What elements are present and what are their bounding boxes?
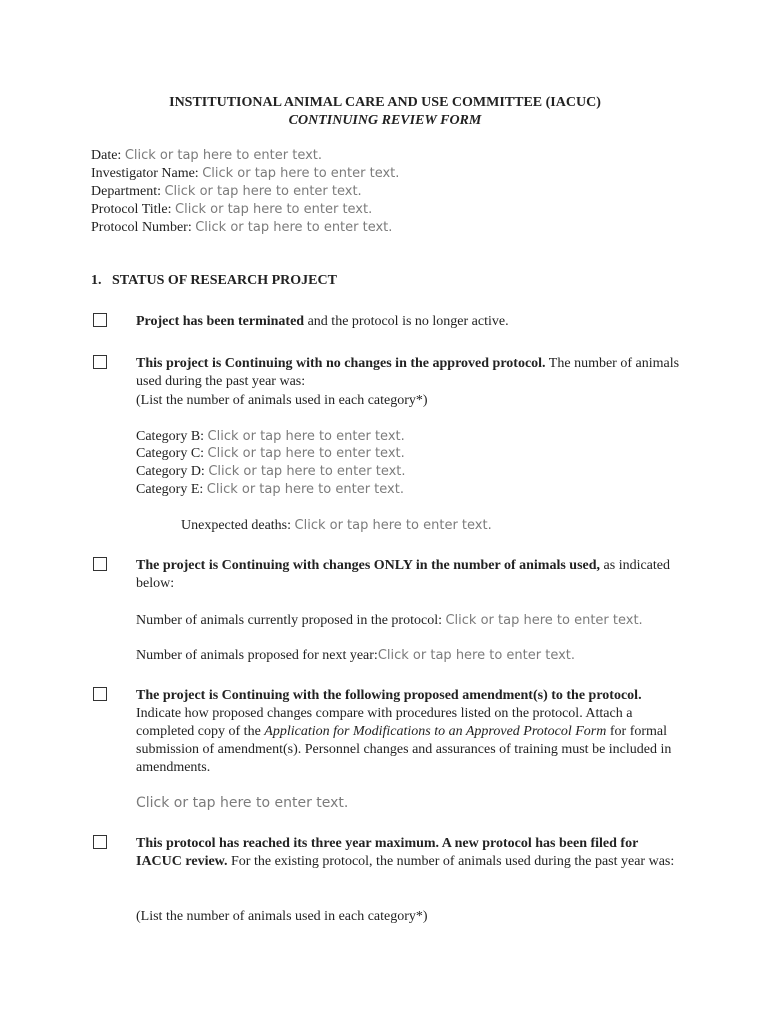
current-animals-label: Number of animals currently proposed in the protocol: [136, 613, 442, 628]
category-e-input[interactable]: Click or tap here to enter text. [206, 482, 404, 497]
category-d-label: Category D: [136, 464, 205, 479]
protocol-number-label: Protocol Number: [91, 220, 192, 235]
changes-animals-checkbox[interactable] [93, 557, 107, 571]
three-year-category-note: (List the number of animals used in each category*) [136, 909, 428, 924]
changes-animals-bold: The project is Continuing with changes ONLY in the number of animals used, [136, 558, 601, 573]
changes-animals-rest: as indicated below: [136, 558, 671, 591]
next-year-animals-label: Number of animals proposed for next year: [136, 648, 378, 663]
continuing-no-changes-checkbox[interactable] [93, 355, 107, 369]
category-c-row [136, 445, 405, 463]
terminated-rest: and the protocol is no longer active. [304, 314, 509, 329]
protocol-number-row [91, 219, 392, 237]
date-input[interactable]: Click or tap here to enter text. [124, 148, 323, 163]
amendments-text [136, 687, 681, 777]
category-e-row [136, 481, 404, 499]
department-input[interactable]: Click or tap here to enter text. [164, 184, 362, 199]
category-b-input[interactable]: Click or tap here to enter text. [207, 429, 405, 444]
form-title: INSTITUTIONAL ANIMAL CARE AND USE COMMITTEE (IACUC) [169, 95, 601, 110]
category-c-label: Category C: [136, 446, 205, 461]
continuing-no-changes-rest: The number of animals used during the past year was: [136, 356, 680, 389]
category-d-input[interactable]: Click or tap here to enter text. [208, 464, 406, 479]
amendments-form-name: Application for Modifications to an Approved Protocol Form [264, 724, 607, 739]
terminated-text [136, 313, 676, 331]
protocol-title-label: Protocol Title: [91, 202, 172, 217]
amendments-checkbox[interactable] [93, 687, 107, 701]
section-heading: 1. STATUS OF RESEARCH PROJECT [91, 273, 337, 288]
terminated-bold: Project has been terminated [136, 314, 305, 329]
amendments-input[interactable]: Click or tap here to enter text. [136, 795, 349, 811]
protocol-title-row [91, 201, 372, 219]
category-c-input[interactable]: Click or tap here to enter text. [207, 446, 405, 461]
date-label: Date: [91, 148, 122, 163]
current-animals-input[interactable]: Click or tap here to enter text. [445, 613, 643, 628]
next-year-animals-row [136, 647, 575, 665]
unexpected-deaths-label: Unexpected deaths: [181, 518, 292, 533]
category-b-label: Category B: [136, 429, 205, 444]
department-label: Department: [91, 184, 161, 199]
amendments-rest2: for formal submission of amendment(s). Personnel changes and assurances of training must be included in amendments. [136, 724, 672, 775]
investigator-input[interactable]: Click or tap here to enter text. [202, 166, 400, 181]
continuing-no-changes-text [136, 355, 681, 391]
three-year-max-checkbox[interactable] [93, 835, 107, 849]
three-year-max-bold: This protocol has reached its three year maximum. A new protocol has been filed for IACUC review. [136, 836, 639, 869]
form-subtitle: CONTINUING REVIEW FORM [288, 113, 482, 128]
category-b-row [136, 428, 405, 446]
investigator-label: Investigator Name: [91, 166, 199, 181]
protocol-title-input[interactable]: Click or tap here to enter text. [175, 202, 373, 217]
category-note: (List the number of animals used in each category*) [136, 393, 428, 408]
next-year-animals-input[interactable]: Click or tap here to enter text. [377, 648, 576, 663]
amendments-rest1: Indicate how proposed changes compare with procedures listed on the protocol. Attach a completed copy of the [136, 706, 633, 739]
current-animals-row [136, 612, 676, 630]
investigator-row [91, 165, 399, 183]
department-row [91, 183, 362, 201]
three-year-max-text [136, 835, 681, 871]
protocol-number-input[interactable]: Click or tap here to enter text. [195, 220, 393, 235]
three-year-max-rest: For the existing protocol, the number of animals used during the past year was: [227, 854, 675, 869]
unexpected-deaths-row [181, 517, 492, 535]
category-e-label: Category E: [136, 482, 204, 497]
continuing-no-changes-bold: This project is Continuing with no changes in the approved protocol. [136, 356, 546, 371]
unexpected-deaths-input[interactable]: Click or tap here to enter text. [294, 518, 492, 533]
category-d-row [136, 463, 406, 481]
changes-animals-text [136, 557, 676, 593]
terminated-checkbox[interactable] [93, 313, 107, 327]
date-row [91, 147, 322, 165]
amendments-bold: The project is Continuing with the following proposed amendment(s) to the protocol. [136, 688, 642, 703]
